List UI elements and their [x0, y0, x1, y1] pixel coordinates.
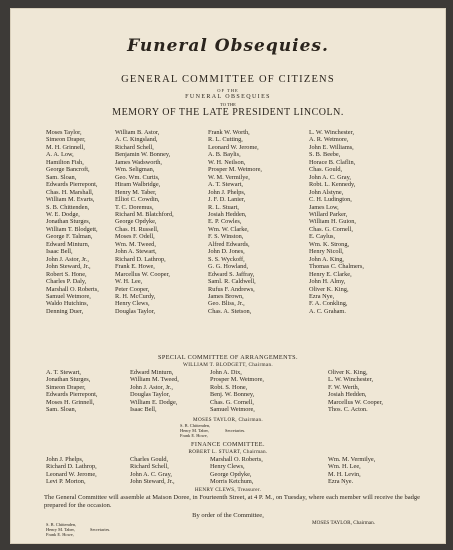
- secretary-name: Frank E. Howe,: [46, 532, 74, 538]
- member-name: S. B. Chittenden,: [46, 203, 90, 211]
- member-name: T. C. Doremus,: [115, 203, 154, 211]
- member-name: John J. Phelps,: [46, 456, 84, 463]
- member-name: F. W. Werth,: [328, 383, 360, 391]
- member-name: F. S. Winston,: [208, 233, 244, 241]
- member-name: Robt. S. Hone,: [210, 383, 248, 391]
- member-name: John J. Phelps,: [208, 188, 246, 196]
- member-name: E. Caylus,: [309, 233, 336, 241]
- member-name: A. C. Kingsland,: [115, 136, 158, 144]
- member-name: S. S. Wyckoff,: [208, 255, 245, 263]
- member-name: Hamilton Fish,: [46, 158, 84, 166]
- member-name: James Low,: [309, 203, 339, 211]
- member-name: Marcellus W. Cooper,: [328, 398, 384, 406]
- member-name: A. T. Stewart,: [208, 181, 243, 189]
- general-col-4: [309, 129, 364, 315]
- member-name: Marshall O. Roberts,: [210, 456, 263, 463]
- arrangements-signer: MOSES TAYLOR, Chairman.: [193, 417, 263, 423]
- document-page: [10, 8, 446, 544]
- member-name: W. H. Lee,: [115, 278, 143, 286]
- member-name: C. H. Ludington,: [309, 196, 352, 204]
- member-name: Ezra Nye.: [328, 478, 354, 486]
- secretary-name: S. B. Chittenden,: [46, 522, 77, 527]
- member-name: Prosper M. Wetmore,: [208, 166, 262, 174]
- member-name: Moses H. Grinnell,: [46, 398, 95, 406]
- member-name: Prosper M. Wetmore,: [210, 376, 264, 384]
- member-name: Samuel Wetmore,: [210, 406, 255, 414]
- member-name: Richard M. Blatchford,: [115, 210, 174, 218]
- arrangements-col-2: [130, 369, 179, 414]
- member-name: Richard Schell,: [130, 463, 169, 471]
- member-name: Sam. Sloan,: [46, 406, 77, 414]
- member-name: William E. Dodge,: [130, 398, 178, 406]
- arrangements-heading: SPECIAL COMMITTEE OF ARRANGEMENTS.: [158, 354, 298, 361]
- general-col-3: [208, 129, 262, 315]
- memory-line: MEMORY OF THE LATE PRESIDENT LINCOLN.: [112, 107, 344, 118]
- member-name: Edwards Pierrepont,: [46, 181, 98, 189]
- member-name: Josiah Hedden,: [328, 391, 367, 399]
- member-name: George Bancroft,: [46, 166, 90, 174]
- to-the-line: TO THE: [220, 102, 236, 107]
- finance-treasurer: HENRY CLEWS, Treasurer.: [194, 487, 262, 493]
- member-name: Denning Duer,: [46, 307, 84, 315]
- of-the-line: OF THE: [217, 88, 239, 93]
- member-name: Frank W. Worth,: [208, 129, 250, 136]
- member-name: A. R. Wetmore,: [309, 136, 349, 144]
- member-name: James Wadsworth,: [115, 158, 162, 166]
- arrangements-list: [10, 369, 446, 417]
- member-name: George Opdyke,: [115, 218, 157, 226]
- page-title: Funeral Obsequies.: [127, 36, 329, 56]
- arrangements-secretaries-label: Secretaries.: [225, 428, 246, 433]
- footer-secretaries: [46, 522, 76, 538]
- member-name: Edwards Pierrepont,: [46, 391, 98, 399]
- member-name: William H. Guion,: [309, 218, 356, 226]
- member-name: Thos. C. Acton.: [328, 406, 368, 414]
- member-name: Hiram Walbridge,: [115, 181, 161, 189]
- member-name: W. M. Vermilye,: [208, 173, 250, 181]
- finance-col-2: [130, 456, 175, 486]
- footer-signer: MOSES TAYLOR, Chairman.: [312, 520, 375, 526]
- member-name: Douglas Taylor,: [115, 307, 156, 315]
- member-name: John H. Almy,: [309, 278, 346, 286]
- member-name: John E. Williams,: [309, 143, 354, 151]
- member-name: L. W. Winchester,: [309, 129, 355, 136]
- member-name: Isaac Bell,: [130, 406, 157, 414]
- member-name: W. E. Dodge,: [46, 210, 80, 218]
- member-name: G. G. Howland,: [208, 263, 249, 271]
- member-name: John A. C. Gray,: [309, 173, 351, 181]
- arrangements-col-1: [46, 369, 97, 414]
- member-name: Oliver K. King,: [309, 285, 349, 293]
- member-name: M. H. Levin,: [328, 470, 361, 478]
- member-name: Frank E. Howe,: [115, 263, 155, 271]
- member-name: Richard Schell,: [115, 143, 154, 151]
- member-name: Samuel Wetmore,: [46, 292, 91, 300]
- member-name: Saml. R. Caldwell,: [208, 278, 256, 286]
- finance-col-1: [46, 456, 97, 486]
- member-name: Oliver K. King,: [328, 369, 368, 376]
- general-col-1: [46, 129, 99, 315]
- member-name: Chas. H. Marshall,: [46, 188, 94, 196]
- member-name: Edward S. Jaffray,: [208, 270, 255, 278]
- general-col-2: [115, 129, 174, 315]
- member-name: Charles Gould,: [130, 456, 169, 463]
- member-name: Douglas Taylor,: [130, 391, 171, 399]
- member-name: Chas. Gould,: [309, 166, 343, 174]
- member-name: Leonard W. Jerome,: [46, 470, 97, 478]
- member-name: Henry M. Taber,: [115, 188, 157, 196]
- member-name: Charles P. Daly,: [46, 278, 87, 286]
- member-name: John D. Jones,: [208, 248, 245, 256]
- member-name: Wm. K. Strong,: [309, 240, 350, 248]
- member-name: Richard D. Lathrop,: [46, 463, 97, 471]
- member-name: E. P. Cowles,: [208, 218, 242, 226]
- member-name: James Brown,: [208, 292, 244, 300]
- member-name: William T. Blodgett,: [46, 225, 98, 233]
- member-name: John A. C. Gray,: [130, 470, 172, 478]
- member-name: Chas. G. Cornell,: [210, 398, 254, 406]
- member-name: Marshall O. Roberts,: [46, 285, 99, 293]
- member-name: Alfred Edwards,: [208, 240, 250, 248]
- member-name: Geo. Wm. Curtis,: [115, 173, 160, 181]
- member-name: Waldo Hutchins,: [46, 300, 89, 308]
- member-name: Willard Parker,: [309, 210, 348, 218]
- finance-col-4: [328, 456, 375, 486]
- member-name: R. L. Stuart,: [208, 203, 239, 211]
- arrangements-chair: WILLIAM T. BLODGETT, Chairman.: [183, 362, 273, 368]
- member-name: Richard D. Lathrop,: [115, 255, 166, 263]
- finance-list: [10, 456, 446, 488]
- by-order-line: By order of the Committee,: [192, 512, 264, 519]
- member-name: William M. Tweed,: [130, 376, 179, 384]
- member-name: Henry Clews,: [210, 463, 245, 471]
- secretary-name: Henry M. Taber,: [180, 428, 209, 434]
- member-name: John A. Stewart,: [115, 248, 157, 256]
- member-name: R. H. McCurdy,: [115, 292, 156, 300]
- member-name: Thomas C. Chalmers,: [309, 263, 364, 271]
- member-name: Henry Clews,: [115, 300, 150, 308]
- funeral-obsequies-line: FUNERAL OBSEQUIES: [185, 94, 271, 100]
- member-name: Josiah Hedden,: [208, 210, 247, 218]
- arrangements-col-3: [210, 369, 264, 414]
- member-name: Henry E. Clarke,: [309, 270, 352, 278]
- member-name: Jonathan Sturges,: [46, 376, 91, 384]
- footer-secretaries-label: Secretaries.: [90, 527, 111, 532]
- member-name: Robert S. Hone,: [46, 270, 87, 278]
- member-name: Robt. L. Kennedy,: [309, 181, 356, 189]
- member-name: Wm. M. Tweed,: [115, 240, 156, 248]
- member-name: Chas. H. Russell,: [115, 225, 159, 233]
- member-name: Horace B. Claflin,: [309, 158, 356, 166]
- member-name: L. W. Winchester,: [328, 376, 374, 384]
- member-name: Ezra Nye,: [309, 292, 335, 300]
- assembly-notice: The General Committee will assemble at Maison Doree, in Fourteenth Street, at 4 P. M., on Tuesday, where each member will receive the badge prepared for the occasion.: [44, 494, 420, 509]
- member-name: John J. Astor, Jr.,: [130, 383, 173, 391]
- member-name: Wm. H. Lee,: [328, 463, 361, 471]
- member-name: Jonathan Sturges,: [46, 218, 91, 226]
- general-committee-list: [10, 129, 446, 319]
- member-name: W. H. Neilson,: [208, 158, 246, 166]
- member-name: Edward Minturn,: [130, 369, 174, 376]
- member-name: Edward Minturn,: [46, 240, 90, 248]
- member-name: A. A. Low,: [46, 151, 74, 159]
- finance-heading: FINANCE COMMITTEE.: [191, 441, 265, 448]
- member-name: Levi P. Morton,: [46, 478, 86, 486]
- member-name: Simeon Draper,: [46, 383, 86, 391]
- member-name: Moses Taylor,: [46, 129, 82, 136]
- member-name: Simeon Draper,: [46, 136, 86, 144]
- member-name: Sam. Sloan,: [46, 173, 77, 181]
- member-name: William M. Evarts,: [46, 196, 95, 204]
- finance-col-3: [210, 456, 263, 486]
- arrangements-secretaries: [180, 423, 210, 439]
- member-name: A. B. Baylis,: [208, 151, 241, 159]
- member-name: George Opdyke,: [210, 470, 252, 478]
- member-name: Isaac Bell,: [46, 248, 73, 256]
- member-name: Benjamin W. Bonney,: [115, 151, 171, 159]
- arrangements-col-4: [328, 369, 383, 414]
- member-name: Elliot C. Cowdin,: [115, 196, 160, 204]
- member-name: Wm. W. Clarke,: [208, 225, 249, 233]
- member-name: Wm. Seligman,: [115, 166, 155, 174]
- member-name: R. L. Cutting,: [208, 136, 243, 144]
- member-name: Peter Cooper,: [115, 285, 150, 293]
- member-name: Morris Ketchum,: [210, 478, 254, 486]
- secretary-name: Henry M. Taber,: [46, 527, 75, 533]
- member-name: Chas. G. Cornell,: [309, 225, 353, 233]
- finance-chair: ROBERT L. STUART, Chairman.: [188, 449, 268, 455]
- member-name: F. A. Conkling,: [309, 300, 348, 308]
- secretary-name: Frank E. Howe,: [180, 433, 208, 439]
- member-name: Moses F. Odell,: [115, 233, 155, 241]
- member-name: John A. Dix,: [210, 369, 242, 376]
- member-name: A. C. Graham.: [309, 307, 346, 315]
- member-name: Rufus F. Andrews,: [208, 285, 255, 293]
- member-name: John Alstyne,: [309, 188, 344, 196]
- committee-heading: GENERAL COMMITTEE OF CITIZENS: [121, 74, 335, 85]
- member-name: William B. Astor,: [115, 129, 160, 136]
- member-name: Geo. Bliss, Jr.,: [208, 300, 245, 308]
- member-name: Henry Nicoll,: [309, 248, 344, 256]
- member-name: Benj. W. Bonney,: [210, 391, 255, 399]
- member-name: Leonard W. Jerome,: [208, 143, 259, 151]
- member-name: M. H. Grinnell,: [46, 143, 86, 151]
- member-name: A. T. Stewart,: [46, 369, 81, 376]
- member-name: Wm. M. Vermilye,: [328, 456, 376, 463]
- member-name: J. F. D. Lanier,: [208, 196, 246, 204]
- member-name: Chas. A. Stetson,: [208, 307, 252, 315]
- member-name: John A. King,: [309, 255, 344, 263]
- member-name: John J. Astor, Jr.,: [46, 255, 89, 263]
- member-name: George F. Talman,: [46, 233, 93, 241]
- secretary-name: S. B. Chittenden,: [180, 423, 211, 428]
- member-name: John Steward, Jr.,: [130, 478, 175, 486]
- member-name: S. B. Beebe,: [309, 151, 341, 159]
- member-name: John Steward, Jr.,: [46, 263, 91, 271]
- member-name: Marcellus W. Cooper,: [115, 270, 171, 278]
